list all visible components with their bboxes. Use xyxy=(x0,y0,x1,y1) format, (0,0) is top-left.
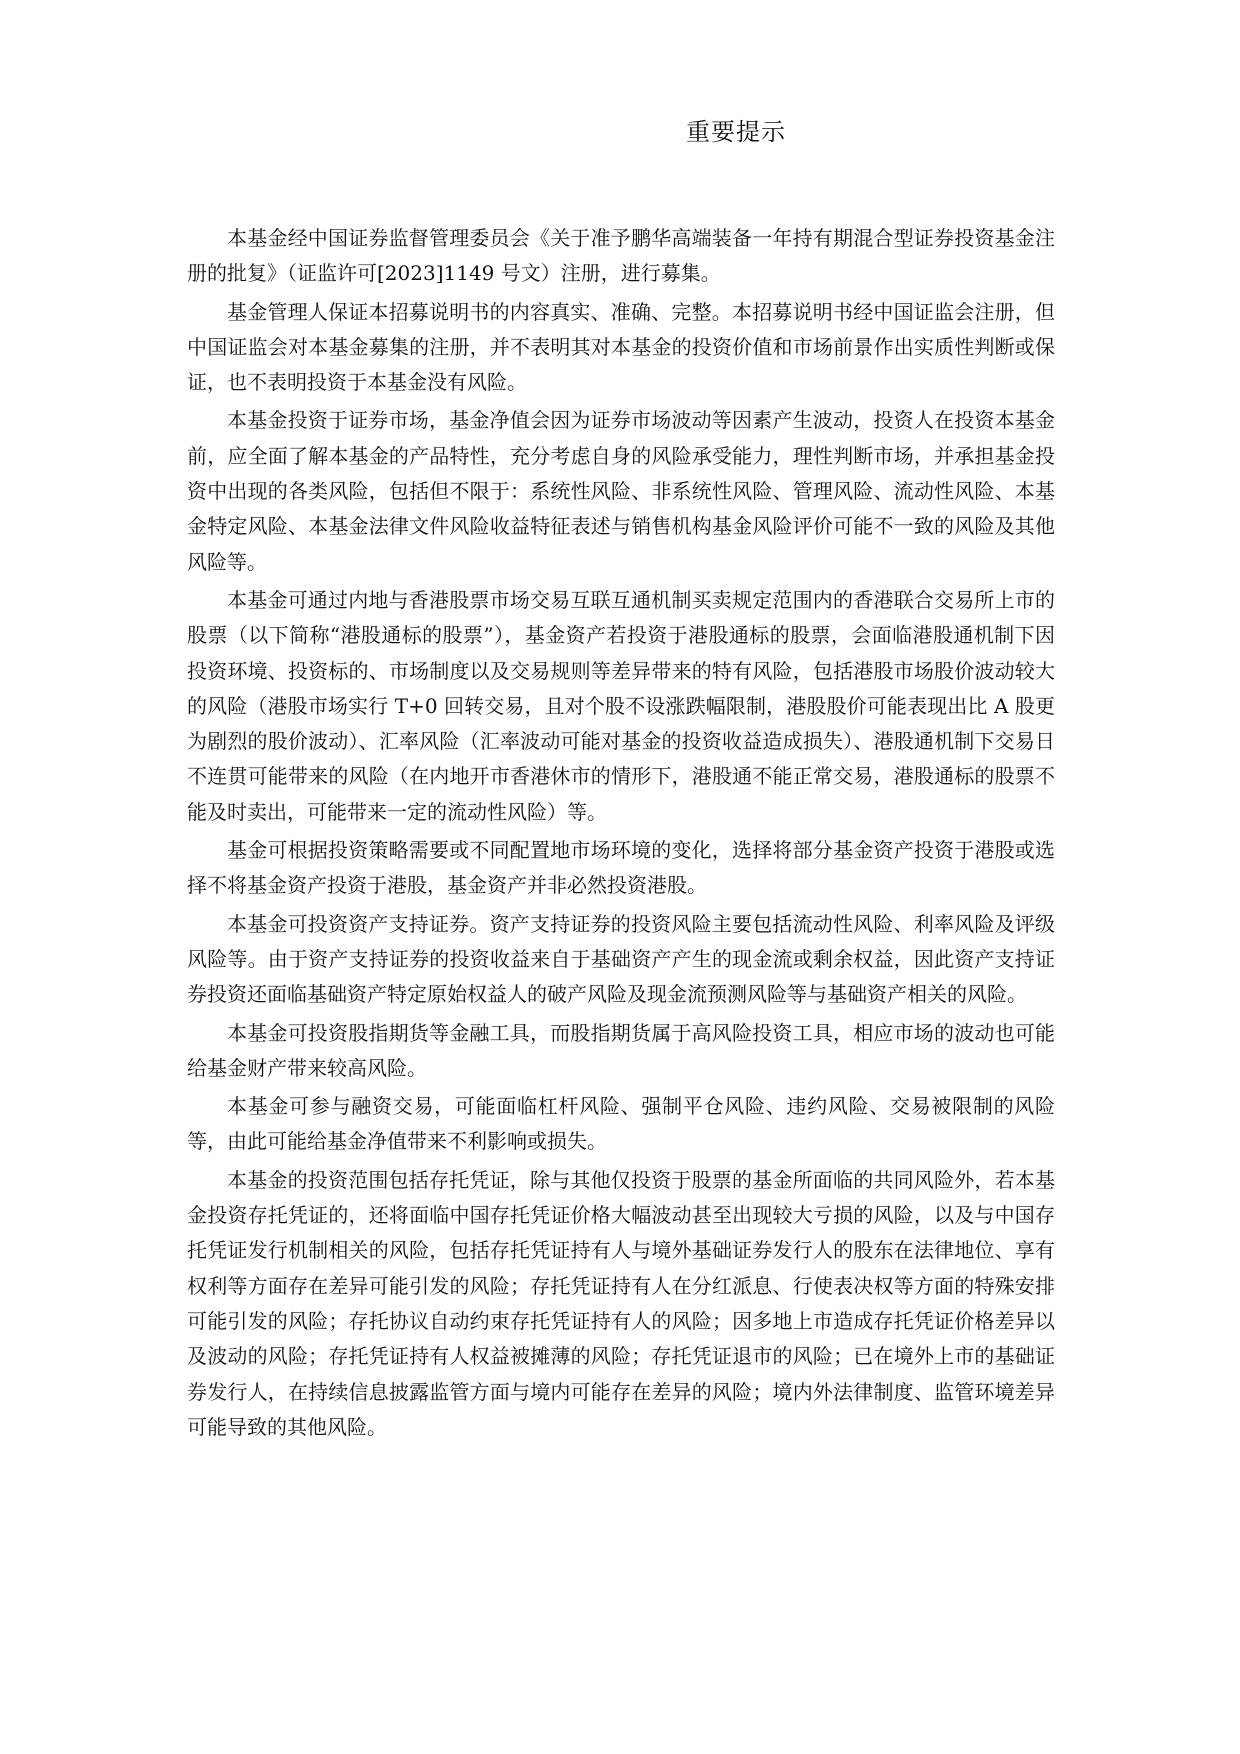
paragraph-registration: 本基金经中国证券监督管理委员会《关于准予鹏华高端装备一年持有期混合型证券投资基金注册的批复》（证监许可[2023]1149 号文）注册，进行募集。 xyxy=(187,226,1055,286)
page-title: 重要提示 xyxy=(686,118,786,146)
paragraph-hk-allocation: 基金可根据投资策略需要或不同配置地市场环境的变化，选择将部分基金资产投资于港股或选择不将基金资产投资于港股，基金资产并非必然投资港股。 xyxy=(187,838,1055,898)
paragraph-manager-guarantee: 基金管理人保证本招募说明书的内容真实、准确、完整。本招募说明书经中国证监会注册，但中国证监会对本基金募集的注册，并不表明其对本基金的投资价值和市场前景作出实质性判断或保证，也不表明投资于本基金没有风险。 xyxy=(187,299,1055,395)
paragraph-abs-risk: 本基金可投资资产支持证券。资产支持证券的投资风险主要包括流动性风险、利率风险及评级风险等。由于资产支持证券的投资收益来自于基础资产产生的现金流或剩余权益，因此资产支持证券投资还面临基础资产特定原始权益人的破产风险及现金流预测风险等与基础资产相关的风险。 xyxy=(187,911,1055,1007)
paragraph-index-futures-risk: 本基金可投资股指期货等金融工具，而股指期货属于高风险投资工具，相应市场的波动也可能给基金财产带来较高风险。 xyxy=(187,1020,1055,1080)
paragraph-cdr-risk: 本基金的投资范围包括存托凭证，除与其他仅投资于股票的基金所面临的共同风险外，若本基金投资存托凭证的，还将面临中国存托凭证价格大幅波动甚至出现较大亏损的风险，以及与中国存托凭证发行机制相关的风险，包括存托凭证持有人与境外基础证券发行人的股东在法律地位、享有权利等方面存在差异可能引发的风险；存托凭证持有人在分红派息、行使表决权等方面的特殊安排可能引发的风险；存托协议自动约束存托凭证持有人的风险；因多地上市造成存托凭证价格差异以及波动的风险；存托凭证持有人权益被摊薄的风险；存托凭证退市的风险；已在境外上市的基础证券发行人，在持续信息披露监管方面与境内可能存在差异的风险；境内外法律制度、监管环境差异可能导致的其他风险。 xyxy=(187,1167,1055,1439)
paragraph-margin-financing-risk: 本基金可参与融资交易，可能面临杠杆风险、强制平仓风险、违约风险、交易被限制的风险等，由此可能给基金净值带来不利影响或损失。 xyxy=(187,1094,1055,1154)
paragraph-market-risk: 本基金投资于证券市场，基金净值会因为证券市场波动等因素产生波动，投资人在投资本基金前，应全面了解本基金的产品特性，充分考虑自身的风险承受能力，理性判断市场，并承担基金投资中出现的各类风险，包括但不限于：系统性风险、非系统性风险、管理风险、流动性风险、本基金特定风险、本基金法律文件风险收益特征表述与销售机构基金风险评价可能不一致的风险及其他风险等。 xyxy=(187,408,1055,574)
paragraph-hk-connect-risk: 本基金可通过内地与香港股票市场交易互联互通机制买卖规定范围内的香港联合交易所上市的股票（以下简称“港股通标的股票”），基金资产若投资于港股通标的股票，会面临港股通机制下因投资环境、投资标的、市场制度以及交易规则等差异带来的特有风险，包括港股市场股价波动较大的风险（港股市场实行 T+0 回转交易，且对个股不设涨跌幅限制，港股股价可能表现出比 A 股更为剧烈的股价波动）、汇率风险（汇率波动可能对基金的投资收益造成损失）、港股通机制下交易日不连贯可能带来的风险（在内地开市香港休市的情形下，港股通不能正常交易，港股通标的股票不能及时卖出，可能带来一定的流动性风险）等。 xyxy=(187,587,1055,824)
document-body xyxy=(187,221,1055,1448)
